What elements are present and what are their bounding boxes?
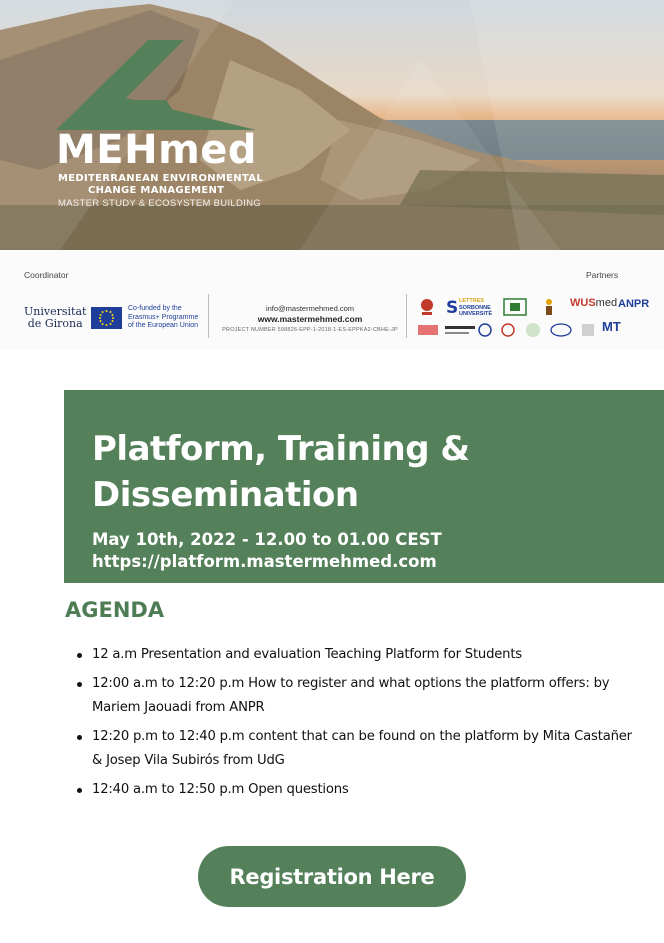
mehmed-logo-mark	[56, 40, 256, 132]
brand-subtitle-line2: CHANGE MANAGEMENT	[88, 185, 225, 196]
brand-name: MEHmed	[56, 127, 258, 173]
registration-button[interactable]: Registration Here	[198, 846, 466, 907]
agenda-item: 12:40 a.m to 12:50 p.m Open questions	[76, 778, 636, 802]
sorbonne-s-icon	[446, 298, 459, 318]
partners-label: Partners	[586, 270, 619, 280]
hero-banner	[0, 0, 664, 250]
agenda-title: AGENDA	[65, 598, 165, 622]
brand-subtitle-line1: MEDITERRANEAN ENVIRONMENTAL	[58, 173, 264, 184]
partner-logo-icon	[478, 322, 492, 338]
partner-logo-icon	[580, 322, 596, 338]
eu-flag-icon	[91, 307, 122, 329]
sorbonne-logo: LETTRES SORBONNE UNIVERSITÉ	[459, 298, 493, 317]
partner-logo-icon	[445, 322, 475, 338]
divider	[406, 294, 407, 338]
agenda-item: 12:20 p.m to 12:40 p.m content that can be found on the platform by Mita Castañer & Josep Vila Subirós from UdG	[76, 725, 636, 773]
agenda-item: 12 a.m Presentation and evaluation Teaching Platform for Students	[76, 643, 636, 667]
project-number: PROJECT NUMBER 598826-EPP-1-2018-1-ES-EPPKA2-CBHE-JP	[222, 327, 398, 333]
brand-tagline: MASTER STUDY & ECOSYSTEM BUILDING	[58, 198, 261, 209]
event-title: Platform, Training & Dissemination	[92, 429, 470, 515]
coordinator-label: Coordinator	[24, 270, 69, 280]
partner-crest-icon	[420, 298, 434, 316]
agenda-list	[76, 643, 636, 807]
contact-website[interactable]: www.mastermehmed.com	[257, 314, 363, 324]
event-url[interactable]: https://platform.mastermehmed.com	[92, 552, 437, 571]
partner-figure-icon	[543, 298, 555, 316]
partner-logo-icon	[550, 322, 572, 338]
partner-logo-icon	[418, 322, 438, 338]
mt-logo: MT	[602, 319, 621, 334]
agenda-item: 12:00 a.m to 12:20 p.m How to register and what options the platform offers: by Mariem Jaouadi from ANPR	[76, 672, 636, 720]
svg-text:S: S	[446, 298, 459, 318]
wus-med-logo: WUSmed	[570, 297, 618, 309]
partner-logo-icon	[524, 322, 542, 338]
anpr-logo: ANPR	[618, 298, 650, 310]
partner-strip	[0, 250, 664, 350]
contact-email[interactable]: info@mastermehmed.com	[265, 304, 355, 313]
universitat-girona-logo: Universitat de Girona	[24, 305, 87, 330]
contact-block	[220, 304, 400, 335]
divider	[208, 294, 209, 338]
erasmus-cofunded-text: Co-funded by the Erasmus+ Programme of the European Union	[128, 305, 199, 329]
partner-shield-icon	[503, 298, 527, 316]
event-banner	[64, 390, 664, 583]
event-date: May 10th, 2022 - 12.00 to 01.00 CEST	[92, 530, 442, 549]
partner-logo-icon	[500, 322, 516, 338]
